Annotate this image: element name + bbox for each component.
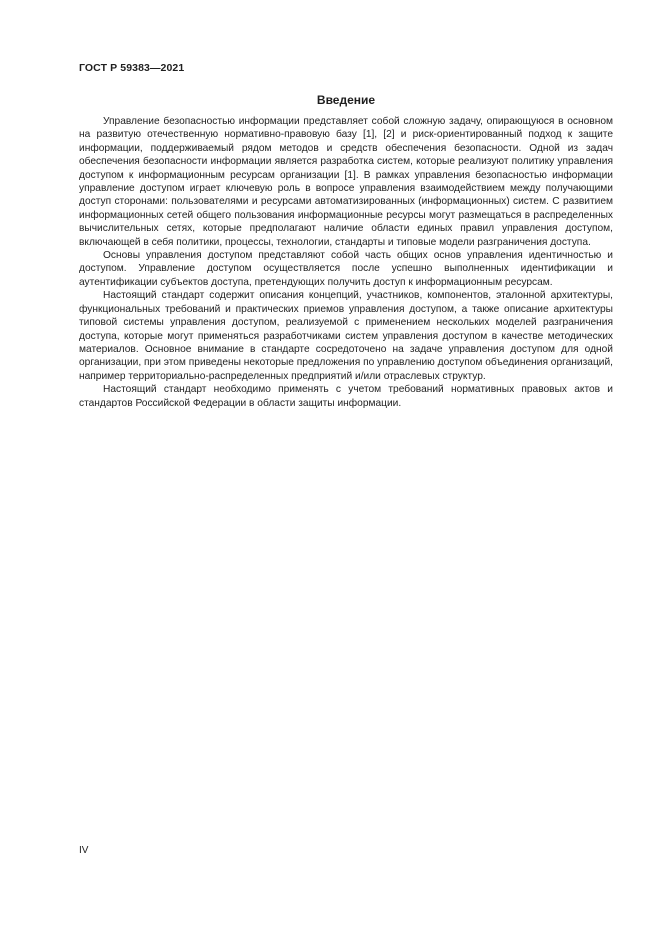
- document-code: ГОСТ Р 59383—2021: [79, 62, 185, 74]
- paragraph: Настоящий стандарт необходимо применять с учетом требований нормативных правовых актов и стандартов Российской Федерации в области защиты информации.: [79, 384, 613, 409]
- section-title: Введение: [316, 93, 376, 107]
- page-number: IV: [79, 845, 89, 856]
- paragraph: Основы управления доступом представляют собой часть общих основ управления идентичностью и доступом. Управление доступом осуществляется после успешно выполненных идентификации и аутентификации субъектов доступа, претендующих получить доступ к информационным ресурсам.: [79, 250, 613, 288]
- section-body: [79, 115, 613, 410]
- paragraph: Настоящий стандарт содержит описания концепций, участников, компонентов, эталонной архитектуры, функциональных требований и практических приемов управления доступом, а также описание архитектуры типовой системы управления доступом, реализуемой с применением нескольких моделей разграничения доступа, которые могут применяться разработчиками систем управления доступом в качестве методических материалов. Основное внимание в стандарте сосредоточено на задаче управления доступом для одной организации, при этом приведены некоторые предложения по управлению доступом объединения организаций, например территориально-распределенных предприятий и/или отраслевых структур.: [79, 290, 613, 382]
- paragraph: Управление безопасностью информации представляет собой сложную задачу, опирающуюся в основном на развитую отечественную нормативно-правовую базу [1], [2] и риск-ориентированный подход к защите информации, поддерживаемый рядом методов и средств обеспечения безопасности. Одной из задач обеспечения безопасности информации является разработка систем, которые реализуют политику управления доступом к информационным ресурсам организации [1]. В рамках управления безопасностью информации управление доступом играет ключевую роль в вопросе управления взаимодействием между получающими доступ сторонами: пользователями и ресурсами автоматизированных (информационных) систем. С развитием информационных сетей общего пользования информационные ресурсы могут размещаться в распределенных вычислительных сетях, которые предполагают наличие области единых правил управления доступом, включающей в себя политики, процессы, технологии, стандарты и типовые модели разграничения доступа.: [79, 116, 613, 248]
